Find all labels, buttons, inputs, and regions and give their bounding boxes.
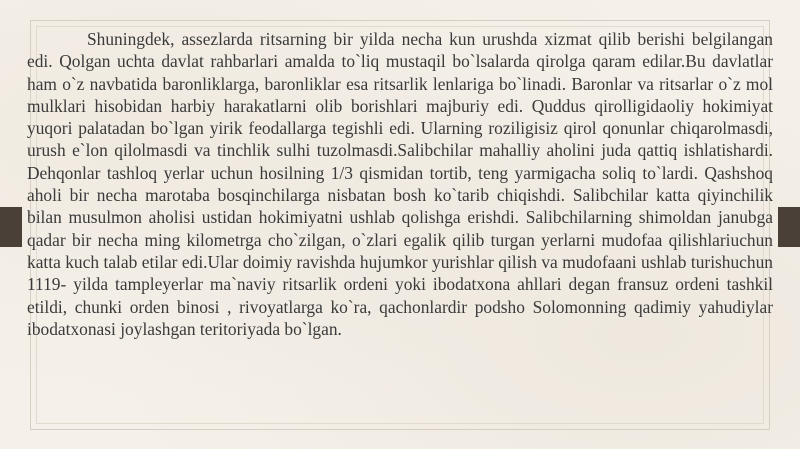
body-paragraph: Shuningdek, assezlarda ritsarning bir yilda necha kun urushda xizmat qilib berishi belgilangan edi. Qolgan uchta davlat rahbarlari amalda to`liq mustaqil bo`lsalarda qirolga qaram edilar.Bu davlatlar ham o`z navbatida baronliklarga, baronliklar esa ritsarlik lenlariga bo`linadi. Baronlar va ritsarlar o`z mol mulklari hisobidan harbiy harakatlarni olib borishlari majburiy edi. Quddus qirolligidaoliy hokimiyat yuqori palatadan bo`lgan yirik feodallarga tegishli edi. Ularning roziligisiz qirol qonunlar chiqarolmasdi, urush e`lon qilolmasdi va tinchlik sulhi tuzolmasdi.Salibchilar mahalliy aholini juda qattiq ishlatishardi. Dehqonlar tashloq yerlar uchun hosilning 1/3 qismidan tortib, teng yarmigacha soliq to`lardi. Qashshoq aholi bir necha marotaba bosqinchilarga nisbatan bosh ko`tarib chiqishdi. Salibchilar katta qiyinchilik bilan musulmon aholisi ustidan hokimiyatni ushlab qolishga erishdi. Salibchilarning shimoldan janubga qadar bir necha ming kilometrga cho`zilgan, o`zlari egalik qilib turgan yerlarni mudofaa qilishlariuchun katta kuch talab etilar edi.Ular doimiy ravishda hujumkor yurishlar qilish va mudofaani ushlab turishuchun 1119- yilda tampleyerlar ma`naviy ritsarlik ordeni yoki ibodatxona ahllari degan fransuz ordeni tashkil etildi, chunki orden binosi , rivoyatlarga ko`ra, qachonlardir podsho Solomonning qadimiy yahudiylar ibodatxonasi joylashgan teritoriyada bo`lgan.: [27, 29, 773, 339]
left-side-tab: [0, 207, 22, 247]
right-side-tab: [778, 207, 800, 247]
